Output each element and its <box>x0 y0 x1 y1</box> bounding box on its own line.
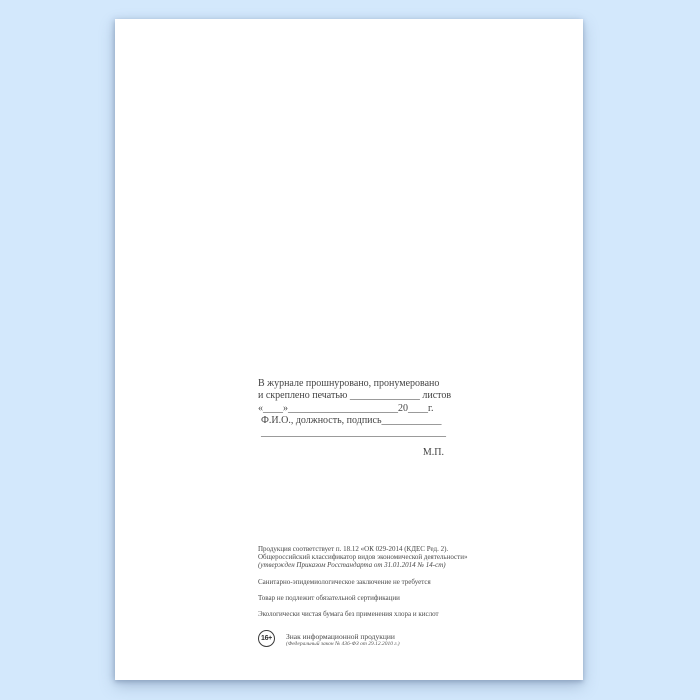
info-sign-law-reference: (Федеральный закон № 436-ФЗ от 29.12.2010 г.) <box>286 641 400 647</box>
sanitary-note: Санитарно-эпидемиологическое заключение не требуется <box>258 578 431 586</box>
eco-paper-note: Экологически чистая бумага без применения хлора и кислот <box>258 610 439 618</box>
compliance-note <box>258 545 558 569</box>
info-sign-title: Знак информационной продукции <box>286 632 395 641</box>
compliance-line-1: Продукция соответствует п. 18.12 «ОК 029-2014 (КДЕС Ред. 2). <box>258 545 449 553</box>
document-page <box>115 19 583 680</box>
certification-note: Товар не подлежит обязательной сертификации <box>258 594 400 602</box>
binding-note-line-3: «____»______________________20____г. <box>258 402 434 414</box>
age-16-badge-icon: 16+ <box>258 630 275 647</box>
binding-note-line-1: В журнале прошнуровано, пронумеровано <box>258 378 440 389</box>
compliance-line-3: (утвержден Приказом Росстандарта от 31.01.2014 № 14-ст) <box>258 561 446 569</box>
binding-certification-block <box>258 378 452 460</box>
binding-note-line-5: _____________________________________ <box>261 427 446 439</box>
binding-note-line-2: и скреплено печатью ______________ листов <box>258 390 452 402</box>
binding-note-line-4: Ф.И.О., должность, подпись____________ <box>261 414 442 426</box>
info-product-sign-row <box>258 630 558 648</box>
info-product-sign-text <box>286 630 400 648</box>
imprint-footer <box>258 545 558 648</box>
compliance-line-2: Общероссийский классификатор видов экономической деятельности» <box>258 553 468 561</box>
seal-place-label: М.П. <box>422 447 444 459</box>
